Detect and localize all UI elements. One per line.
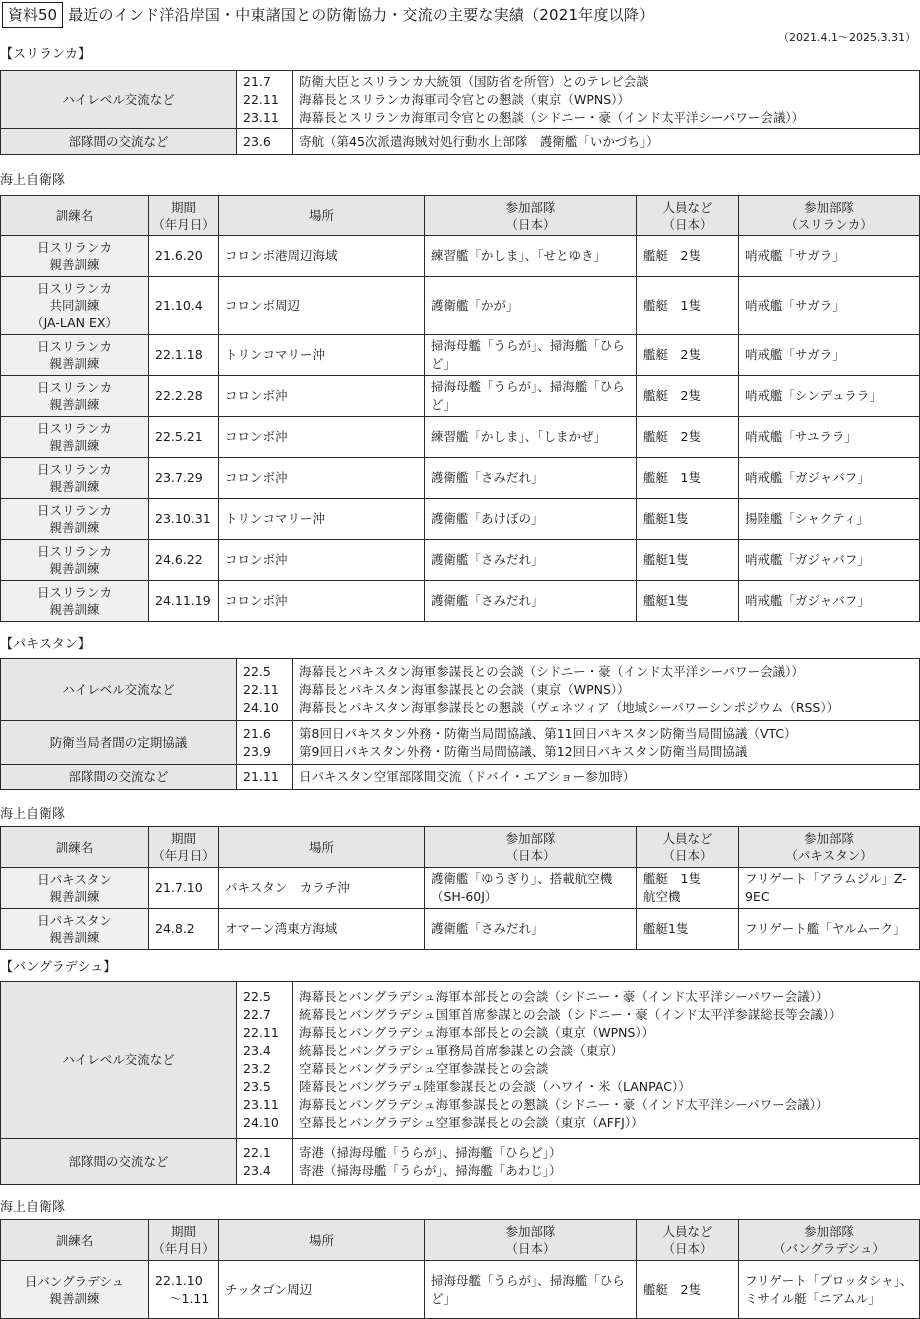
event-item: 海幕長とスリランカ海軍司令官との懇談（東京（WPNS）） [299, 91, 630, 107]
date-item: 23.11 [243, 1097, 279, 1112]
place-cell: コロンボ沖 [219, 540, 425, 581]
training-name-cell [1, 581, 149, 622]
column-header: 場所 [219, 827, 425, 868]
date-item: 22.11 [243, 91, 279, 107]
date-list [237, 982, 293, 1139]
training-name-cell [1, 335, 149, 376]
place-cell: コロンボ沖 [219, 581, 425, 622]
training-name-line: 親善訓練 [49, 438, 100, 453]
event-item: 海幕長とパキスタン海軍参謀長との会談（シドニー・豪（インド太平洋シーパワー会議）） [299, 663, 804, 679]
partner-unit-cell: 哨戒艦「サガラ」 [739, 236, 920, 277]
section-heading-pakistan: 【パキスタン】 [0, 637, 91, 652]
partner-unit-cell: 哨戒艦「サガラ」 [739, 335, 920, 376]
table-row [1, 499, 920, 540]
column-header: 場所 [219, 1220, 425, 1261]
date-list [237, 1139, 293, 1185]
personnel-cell [637, 581, 739, 622]
event-item: 海幕長とパキスタン海軍参謀長との会談（東京（WPNS）） [299, 681, 630, 697]
date-value: 24.11.19 [155, 593, 211, 608]
period-label: （2021.4.1〜2025.3.31） [778, 31, 916, 44]
personnel-line: 艦艇 1隻 [643, 470, 701, 485]
personnel-cell [637, 540, 739, 581]
title-row [0, 0, 654, 30]
place-cell: コロンボ沖 [219, 376, 425, 417]
date-cell [149, 335, 219, 376]
date-value: 22.2.28 [155, 388, 203, 403]
partner-unit-cell: 揚陸艦「シャクティ」 [739, 499, 920, 540]
japan-unit-cell: 護衛艦「かが」 [425, 277, 637, 335]
date-value: 22.5.21 [155, 429, 203, 444]
event-item: 寄航（第45次派遣海賊対処行動水上部隊 護衛艦「いかづち」） [299, 133, 659, 149]
date-value: 21.10.4 [155, 297, 203, 313]
column-header: 期間 （年月日） [149, 827, 219, 868]
date-item: 21.11 [243, 769, 279, 784]
table-row [1, 1139, 920, 1185]
japan-unit-cell: 護衛艦「ゆうぎり」、搭載航空機（SH-60J） [425, 868, 637, 909]
date-item: 24.10 [243, 1115, 279, 1130]
training-name-line: 親善訓練 [49, 257, 100, 272]
date-item: 21.6 [243, 725, 271, 741]
event-list [293, 1139, 920, 1185]
event-item: 陸幕長とバングラデュ陸軍参謀長との会談（ハワイ・米（LANPAC）） [299, 1079, 691, 1094]
date-cell [149, 458, 219, 499]
row-label: 防衛当局者間の定期協議 [1, 721, 237, 765]
japan-unit-cell: 練習艦「かしま」、「しまかぜ」 [425, 417, 637, 458]
event-list [293, 129, 920, 155]
table-row [1, 277, 920, 335]
training-name-line: 日スリランカ [36, 421, 112, 436]
page-title: 最近のインド洋沿岸国・中東諸国との防衛協力・交流の主要な実績（2021年度以降） [68, 6, 655, 24]
personnel-cell [637, 335, 739, 376]
event-item: 寄港（掃海母艦「うらが」、掃海艦「あわじ」） [299, 1162, 562, 1178]
table-header-row [1, 196, 920, 236]
column-header: 参加部隊 （スリランカ） [739, 196, 920, 236]
training-name-line: 親善訓練 [49, 930, 100, 945]
event-item: 海幕長とスリランカ海軍司令官との懇談（シドニー・豪（インド太平洋シーパワー会議）） [299, 109, 805, 125]
personnel-cell [637, 868, 739, 909]
event-item: 日パキスタン空軍部隊間交流（ドバイ・エアショー参加時） [299, 769, 636, 784]
row-label: 部隊間の交流など [1, 1139, 237, 1185]
msdf-heading: 海上自衛隊 [0, 1200, 66, 1215]
partner-unit-cell: 哨戒艦「シンデュララ」 [739, 376, 920, 417]
event-item: 空幕長とバングラデシュ空軍参謀長との会談 [299, 1061, 549, 1076]
date-cell [149, 868, 219, 909]
table-row [1, 1261, 920, 1319]
training-name-cell [1, 868, 149, 909]
bangladesh-training-table [0, 1219, 920, 1319]
bangladesh-exchange-table [0, 981, 920, 1185]
date-cell [149, 581, 219, 622]
date-item: 21.7 [243, 73, 271, 89]
japan-unit-cell: 掃海母艦「うらが」、掃海艦「ひらど」 [425, 376, 637, 417]
msdf-heading: 海上自衛隊 [0, 807, 66, 822]
table-header-row [1, 1220, 920, 1261]
date-item: 22.5 [243, 663, 271, 679]
column-header: 人員など （日本） [637, 196, 739, 236]
table-row [1, 417, 920, 458]
event-list [293, 721, 920, 765]
table-row [1, 236, 920, 277]
event-item: 海幕長とバングラデシュ海軍本部長との会談（シドニー・豪（インド太平洋シーパワー会議）） [299, 989, 829, 1004]
event-item: 空幕長とバングラデシュ空軍参謀長との会談（東京（AFFJ）） [299, 1115, 644, 1130]
training-name-line: 日スリランカ [36, 544, 112, 559]
personnel-cell [637, 236, 739, 277]
date-item: 22.5 [243, 989, 271, 1004]
training-name-cell [1, 540, 149, 581]
personnel-line: 艦艇 2隻 [643, 388, 701, 403]
training-name-cell [1, 1261, 149, 1319]
date-item: 23.9 [243, 743, 271, 759]
table-row [1, 868, 920, 909]
training-name-line: 日スリランカ [36, 585, 112, 600]
date-item: 22.11 [243, 681, 279, 697]
place-cell: チッタゴン周辺 [219, 1261, 425, 1319]
training-name-line: 日パキスタン [37, 872, 112, 887]
training-name-cell [1, 277, 149, 335]
personnel-line: 艦艇1隻 [643, 511, 689, 526]
japan-unit-cell: 掃海母艦「うらが」、掃海艦「ひらど」 [425, 1261, 637, 1319]
event-item: 寄港（掃海母艦「うらが」、掃海艦「ひらど」） [299, 1144, 562, 1160]
place-cell: コロンボ沖 [219, 458, 425, 499]
training-name-line: 親善訓練 [49, 561, 100, 576]
event-list [293, 71, 920, 129]
table-row [1, 982, 920, 1139]
japan-unit-cell: 練習艦「かしま」、「せとゆき」 [425, 236, 637, 277]
event-list [293, 982, 920, 1139]
event-item: 防衛大臣とスリランカ大統領（国防省を所管）とのテレビ会談 [299, 73, 649, 89]
training-name-cell [1, 417, 149, 458]
date-cell [149, 909, 219, 950]
partner-unit-cell: 哨戒艦「サユララ」 [739, 417, 920, 458]
training-name-line: 日バングラデシュ [24, 1273, 125, 1289]
training-name-line: （JA-LAN EX） [31, 315, 118, 330]
training-name-line: 親善訓練 [49, 479, 100, 494]
training-name-line: 日スリランカ [36, 240, 112, 255]
personnel-line: 艦艇 2隻 [643, 347, 701, 362]
column-header: 訓練名 [1, 196, 149, 236]
date-item: 23.11 [243, 109, 279, 125]
date-cell [149, 499, 219, 540]
partner-unit-cell: 哨戒艦「ガジャバフ」 [739, 540, 920, 581]
training-name-line: 親善訓練 [49, 1290, 100, 1306]
training-name-line: 親善訓練 [49, 602, 100, 617]
personnel-cell [637, 1261, 739, 1319]
table-row [1, 765, 920, 790]
column-header: 人員など （日本） [637, 1220, 739, 1261]
training-name-line: 日パキスタン [37, 913, 112, 928]
place-cell: トリンコマリー沖 [219, 335, 425, 376]
training-name-line: 日スリランカ [36, 503, 112, 518]
partner-unit-cell: フリゲート「プロッタシャ」、ミサイル艇「ニアムル」 [739, 1261, 920, 1319]
event-item: 海幕長とバングラデシュ海軍本部長との会談（東京（WPNS）） [299, 1025, 655, 1040]
column-header: 期間 （年月日） [149, 1220, 219, 1261]
personnel-line: 艦艇 2隻 [643, 248, 701, 263]
date-list [237, 765, 293, 790]
table-row [1, 540, 920, 581]
table-row [1, 659, 920, 721]
date-value: 23.7.29 [155, 470, 203, 485]
date-item: 23.4 [243, 1162, 271, 1178]
date-item: 23.2 [243, 1061, 271, 1076]
row-label: ハイレベル交流など [1, 982, 237, 1139]
event-item: 統幕長とバングラデシュ国軍首席参謀との会談（シドニー・豪（インド太平洋参謀総長等会議）） [299, 1007, 842, 1022]
table-row [1, 458, 920, 499]
date-end-value: 〜1.11 [169, 1290, 210, 1306]
date-value: 24.8.2 [155, 921, 195, 936]
table-row [1, 129, 920, 155]
table-row [1, 721, 920, 765]
date-list [237, 71, 293, 129]
japan-unit-cell: 掃海母艦「うらが」、掃海艦「ひらど」 [425, 335, 637, 376]
date-item: 23.5 [243, 1079, 271, 1094]
personnel-line: 艦艇1隻 [643, 921, 689, 936]
personnel-line: 艦艇 1隻 [643, 871, 701, 886]
event-list [293, 659, 920, 721]
section-heading-bangladesh: 【バングラデシュ】 [0, 960, 117, 975]
document-number-badge: 資料50 [2, 2, 63, 28]
event-item: 第9回日パキスタン外務・防衛当局間協議、第12回日パキスタン防衛当局間協議 [299, 743, 748, 759]
personnel-cell [637, 458, 739, 499]
training-name-line: 親善訓練 [49, 889, 100, 904]
row-label: ハイレベル交流など [1, 71, 237, 129]
pakistan-exchange-table [0, 658, 920, 790]
date-value: 22.1.10 [155, 1272, 203, 1288]
event-item: 統幕長とバングラデシュ軍務局首席参謀との会談（東京） [299, 1043, 624, 1058]
japan-unit-cell: 護衛艦「あけぼの」 [425, 499, 637, 540]
row-label: ハイレベル交流など [1, 659, 237, 721]
date-cell [149, 1261, 219, 1319]
personnel-cell [637, 417, 739, 458]
date-item: 24.10 [243, 699, 279, 715]
table-row [1, 376, 920, 417]
date-value: 24.6.22 [155, 552, 203, 567]
japan-unit-cell: 護衛艦「さみだれ」 [425, 581, 637, 622]
column-header: 人員など （日本） [637, 827, 739, 868]
personnel-line: 艦艇1隻 [643, 593, 689, 608]
personnel-cell [637, 376, 739, 417]
date-value: 22.1.18 [155, 347, 203, 362]
table-row [1, 71, 920, 129]
sri-lanka-training-table [0, 195, 920, 622]
japan-unit-cell: 護衛艦「さみだれ」 [425, 909, 637, 950]
place-cell: コロンボ港周辺海域 [219, 236, 425, 277]
date-cell [149, 277, 219, 335]
event-item: 海幕長とバングラデシュ海軍参謀長との懇談（シドニー・豪（インド太平洋シーパワー会議）） [299, 1097, 829, 1112]
date-item: 22.11 [243, 1025, 279, 1040]
date-cell [149, 376, 219, 417]
column-header: 場所 [219, 196, 425, 236]
column-header: 参加部隊 （バングラデシュ） [739, 1220, 920, 1261]
training-name-cell [1, 376, 149, 417]
column-header: 参加部隊 （日本） [425, 827, 637, 868]
partner-unit-cell: 哨戒艦「ガジャバフ」 [739, 458, 920, 499]
partner-unit-cell: フリゲート艦「ヤルムーク」 [739, 909, 920, 950]
date-value: 21.6.20 [155, 248, 203, 263]
column-header: 期間 （年月日） [149, 196, 219, 236]
training-name-line: 親善訓練 [49, 397, 100, 412]
personnel-cell [637, 277, 739, 335]
date-list [237, 659, 293, 721]
row-label: 部隊間の交流など [1, 765, 237, 790]
column-header: 訓練名 [1, 1220, 149, 1261]
table-row [1, 581, 920, 622]
table-row [1, 909, 920, 950]
personnel-line: 艦艇 2隻 [643, 429, 701, 444]
column-header: 参加部隊 （日本） [425, 196, 637, 236]
column-header: 訓練名 [1, 827, 149, 868]
section-heading-sri-lanka: 【スリランカ】 [0, 47, 92, 62]
date-list [237, 129, 293, 155]
training-name-line: 日スリランカ [36, 281, 112, 296]
row-label: 部隊間の交流など [1, 129, 237, 155]
personnel-line: 航空機 [643, 889, 681, 904]
date-cell [149, 540, 219, 581]
date-list [237, 721, 293, 765]
personnel-cell [637, 499, 739, 540]
event-item: 第8回日パキスタン外務・防衛当局間協議、第11回日パキスタン防衛当局間協議（VTC） [299, 725, 797, 741]
column-header: 参加部隊 （パキスタン） [739, 827, 920, 868]
table-header-row [1, 827, 920, 868]
date-cell [149, 417, 219, 458]
personnel-cell [637, 909, 739, 950]
date-item: 23.4 [243, 1043, 271, 1058]
pakistan-training-table [0, 826, 920, 950]
training-name-line: 日スリランカ [36, 462, 112, 477]
personnel-line: 艦艇 1隻 [643, 297, 701, 313]
training-name-cell [1, 499, 149, 540]
personnel-line: 艦艇 2隻 [643, 1281, 701, 1297]
training-name-line: 共同訓練 [49, 298, 100, 313]
date-value: 23.10.31 [155, 511, 211, 526]
place-cell: コロンボ周辺 [219, 277, 425, 335]
partner-unit-cell: 哨戒艦「サガラ」 [739, 277, 920, 335]
training-name-cell [1, 909, 149, 950]
japan-unit-cell: 護衛艦「さみだれ」 [425, 458, 637, 499]
msdf-heading: 海上自衛隊 [0, 173, 66, 188]
personnel-line: 艦艇1隻 [643, 552, 689, 567]
date-value: 21.7.10 [155, 880, 203, 895]
partner-unit-cell: 哨戒艦「ガジャバフ」 [739, 581, 920, 622]
training-name-cell [1, 458, 149, 499]
place-cell: オマーン湾東方海域 [219, 909, 425, 950]
partner-unit-cell: フリゲート「アラムジル」Z-9EC [739, 868, 920, 909]
date-cell [149, 236, 219, 277]
training-name-line: 日スリランカ [36, 380, 112, 395]
date-item: 22.7 [243, 1007, 271, 1022]
date-item: 22.1 [243, 1144, 271, 1160]
training-name-line: 親善訓練 [49, 520, 100, 535]
sri-lanka-exchange-table [0, 70, 920, 155]
place-cell: コロンボ沖 [219, 417, 425, 458]
column-header: 参加部隊 （日本） [425, 1220, 637, 1261]
training-name-cell [1, 236, 149, 277]
event-item: 海幕長とパキスタン海軍参謀長との懇談（ヴェネツィア（地域シーパワーシンポジウム（RSS）） [299, 699, 840, 715]
place-cell: トリンコマリー沖 [219, 499, 425, 540]
place-cell: パキスタン カラチ沖 [219, 868, 425, 909]
japan-unit-cell: 護衛艦「さみだれ」 [425, 540, 637, 581]
event-list [293, 765, 920, 790]
training-name-line: 日スリランカ [36, 339, 112, 354]
training-name-line: 親善訓練 [49, 356, 100, 371]
table-row [1, 335, 920, 376]
date-item: 23.6 [243, 133, 271, 149]
